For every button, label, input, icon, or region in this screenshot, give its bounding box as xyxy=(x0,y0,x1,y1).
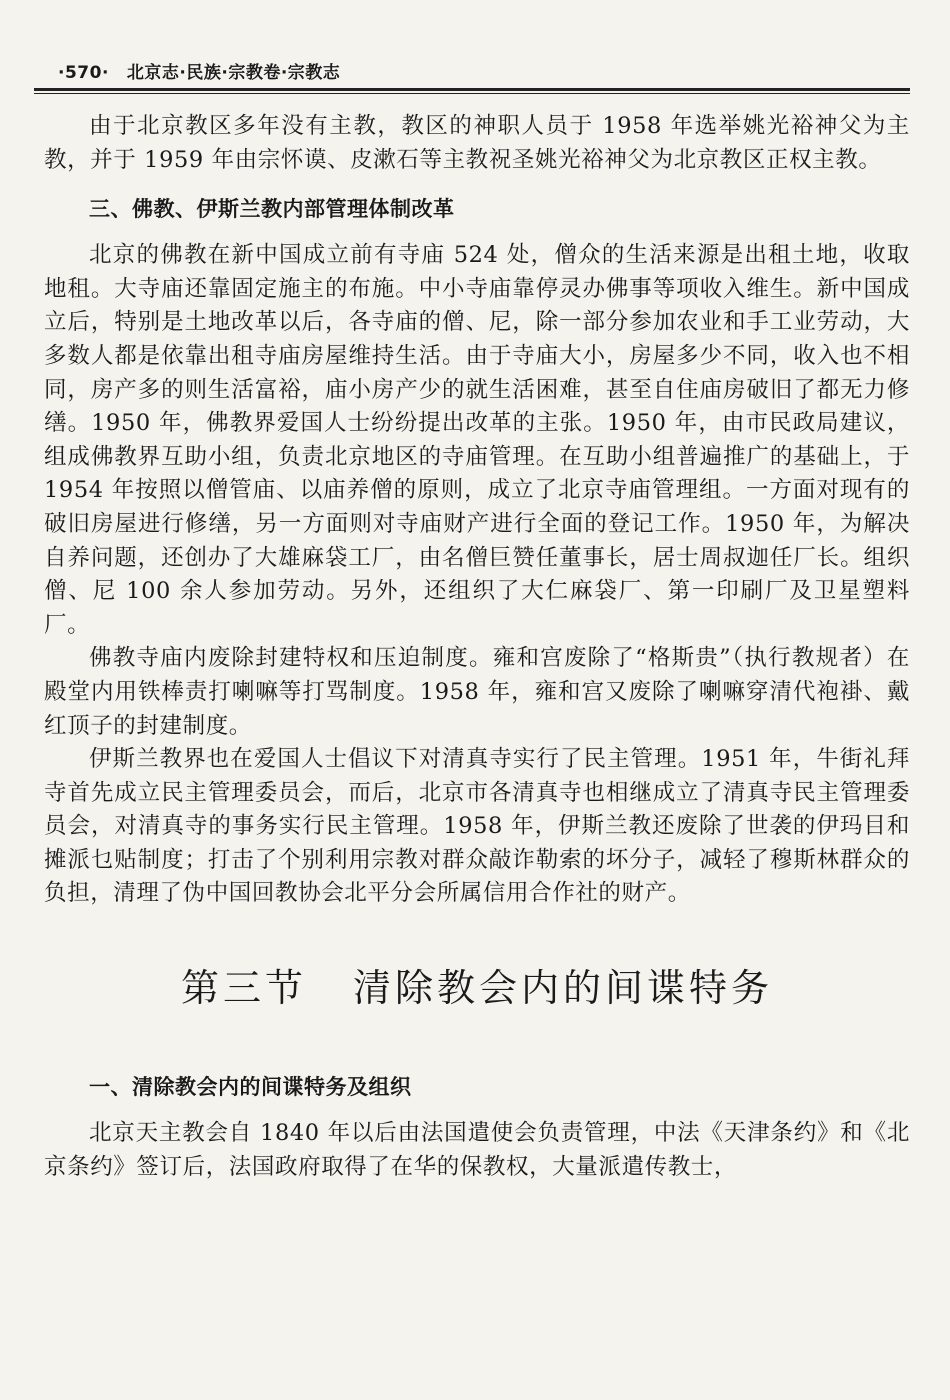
subheading-spy-cleanup: 一、清除教会内的间谍特务及组织 xyxy=(89,1075,412,1100)
running-header xyxy=(58,58,910,82)
running-title: 北京志·民族·宗教卷·宗教志 xyxy=(126,63,341,83)
spacer xyxy=(44,227,910,239)
spacer xyxy=(44,177,910,191)
paragraph-bishop-election: 由于北京教区多年没有主教，教区的神职人员于 1958 年选举姚光裕神父为主教，并于 1959 年由宗怀谟、皮漱石等主教祝圣姚光裕神父为北京教区正权主教。 xyxy=(44,113,910,173)
section-title xyxy=(44,963,910,1013)
section-number: 第三节 xyxy=(180,966,307,1011)
spacer xyxy=(44,1013,910,1069)
spacer xyxy=(44,1105,910,1117)
paragraph-yonghegong: 佛教寺庙内废除封建特权和压迫制度。雍和宫废除了“格斯贵”（执行教规者）在殿堂内用铁棒责打喇嘛等打骂制度。1958 年，雍和宫又废除了喇嘛穿清代袍褂、戴红顶子的封建制度。 xyxy=(44,645,910,739)
spacer xyxy=(44,911,910,963)
section-heading-text: 清除教会内的间谍特务 xyxy=(353,966,774,1011)
paragraph-islam-mosques: 伊斯兰教界也在爱国人士倡议下对清真寺实行了民主管理。1951 年，牛街礼拜寺首先成立民主管理委员会，而后，北京市各清真寺也相继成立了清真寺民主管理委员会，对清真寺的事务实行民主管理。1958 年，伊斯兰教还废除了世袭的伊玛目和摊派乜贴制度；打击了个别利用宗教对群众敲诈勒索的坏分子，减轻了穆斯林群众的负担，清理了伪中国回教协会北平分会所属信用合作社的财产。 xyxy=(44,746,910,907)
page-number: ·570· xyxy=(58,63,109,83)
header-rule-thick xyxy=(34,88,910,91)
page-content xyxy=(44,110,910,1184)
paragraph-buddhist-temples: 北京的佛教在新中国成立前有寺庙 524 处，僧众的生活来源是出租土地，收取地租。大寺庙还靠固定施主的布施。中小寺庙靠停灵办佛事等项收入维生。新中国成立后，特别是土地改革以后，各寺庙的僧、尼，除一部分参加农业和手工业劳动，大多数人都是依靠出租寺庙房屋维持生活。由于寺庙大小，房屋多少不同，收入也不相同，房产多的则生活富裕，庙小房产少的就生活困难，甚至自住庙房破旧了都无力修缮。1950 年，佛教界爱国人士纷纷提出改革的主张。1950 年，由市民政局建议，组成佛教界互助小组，负责北京地区的寺庙管理。在互助小组普遍推广的基础上，于 1954 年按照以僧管庙、以庙养僧的原则，成立了北京寺庙管理组。一方面对现有的破旧房屋进行修缮，另一方面则对寺庙财产进行全面的登记工作。1950 年，为解决自养问题，还创办了大雄麻袋工厂，由名僧巨赞任董事长，居士周叔迦任厂长。组织僧、尼 100 余人参加劳动。另外，还组织了大仁麻袋厂、第一印刷厂及卫星塑料厂。 xyxy=(44,242,910,638)
paragraph-catholic-church: 北京天主教会自 1840 年以后由法国遣使会负责管理，中法《天津条约》和《北京条约》签订后，法国政府取得了在华的保教权，大量派遣传教士， xyxy=(44,1120,910,1180)
subheading-reform: 三、佛教、伊斯兰教内部管理体制改革 xyxy=(89,197,455,222)
header-rule-thin xyxy=(34,93,910,94)
